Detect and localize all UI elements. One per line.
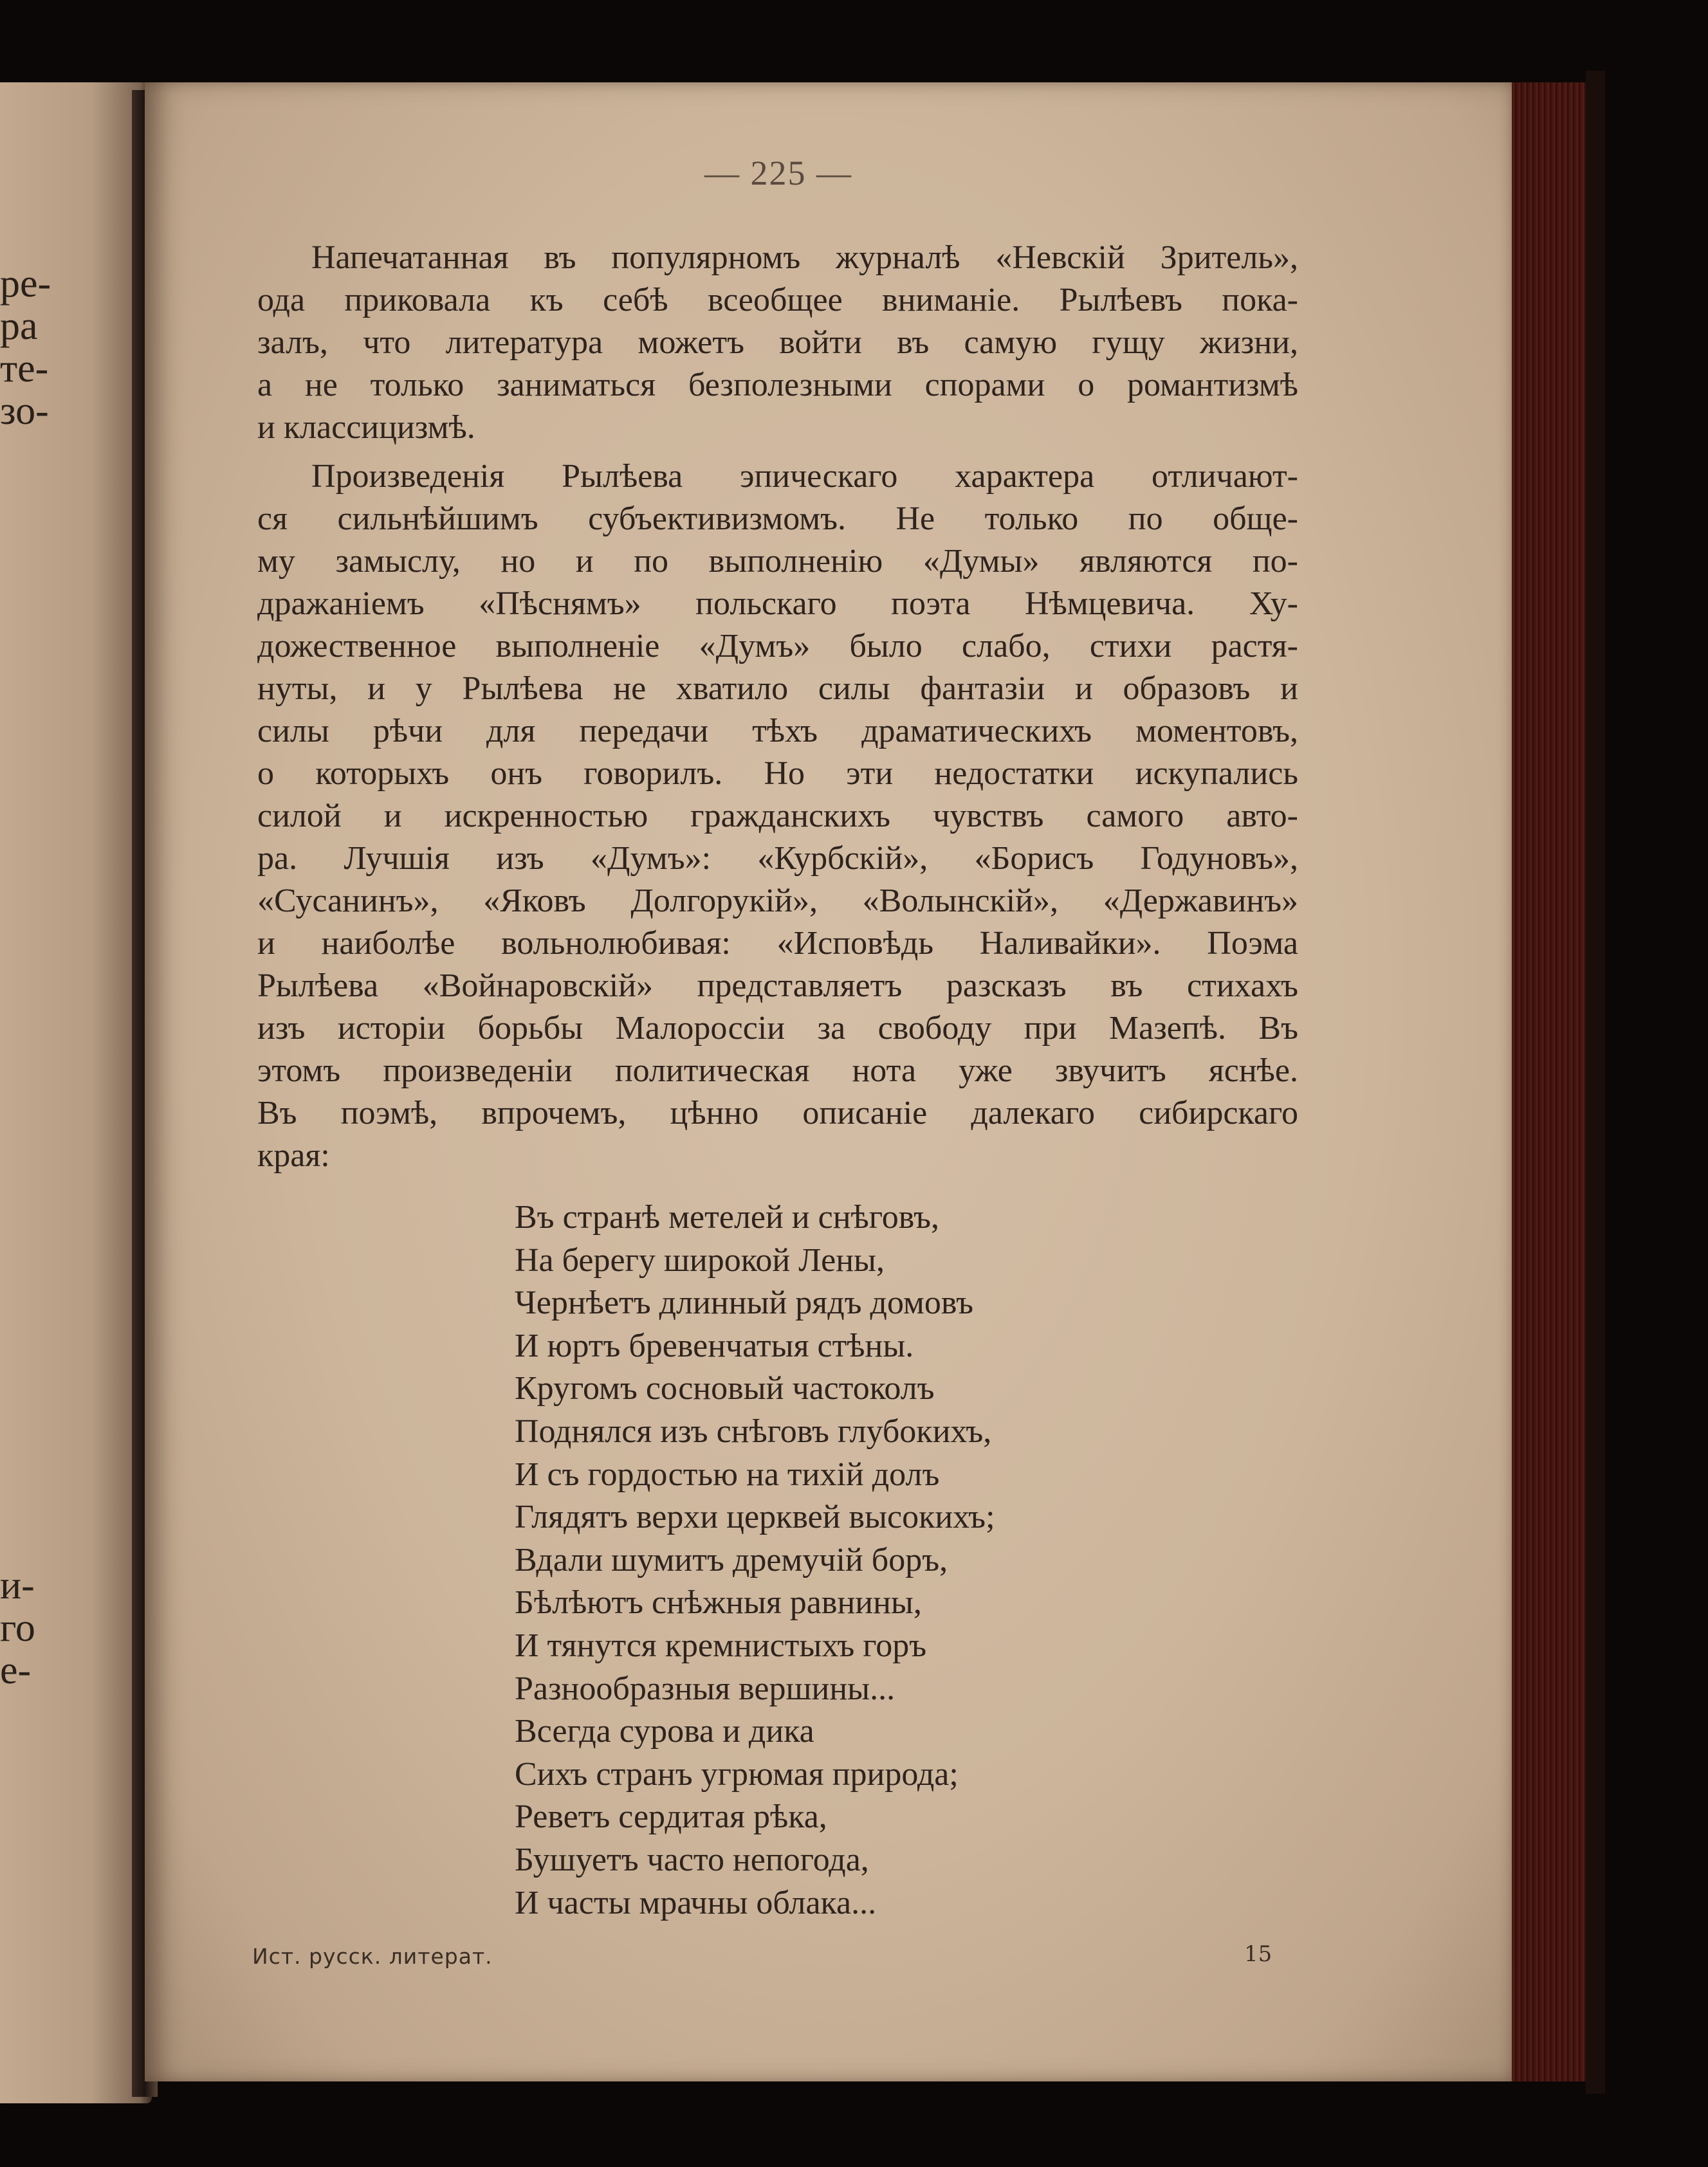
text-line: нуты, и у Рылѣева не хватило силы фантазіи и образовъ и [257,670,1298,707]
left-page-fragment: и- [0,1564,35,1607]
paragraph-1 [257,237,1298,449]
left-page [0,82,152,2103]
text-line: му замыслу, но и по выполненію «Думы» являются по- [257,543,1298,580]
poem-line: Чернѣетъ длинный рядъ домовъ [515,1285,974,1322]
poem-line: На берегу широкой Лены, [515,1241,885,1279]
footer-signature: Ист. русск. литерат. [252,1944,493,1969]
page-edges [1512,82,1586,2081]
poem-line: Сихъ странъ угрюмая природа; [515,1755,959,1793]
text-line: силой и искренностью гражданскихъ чувствъ самого авто- [257,798,1298,834]
left-page-fragment: е- [0,1649,32,1692]
poem-line: Въ странѣ метелей и снѣговъ, [515,1199,939,1236]
left-page-fragment: ра [0,304,38,348]
text-line: дожественное выполненіе «Думъ» было слабо, стихи растя- [257,628,1298,664]
text-line: Въ поэмѣ, впрочемъ, цѣнно описаніе далекаго сибирскаго [257,1095,1298,1131]
text-line: и наиболѣе вольнолюбивая: «Исповѣдь Наливайки». Поэма [257,925,1298,962]
text-line: Рылѣева «Войнаровскій» представляетъ разсказъ въ стихахъ [257,967,1298,1004]
text-line: «Сусанинъ», «Яковъ Долгорукій», «Волынскій», «Державинъ» [257,882,1298,919]
text-line: дражаніемъ «Пѣснямъ» польскаго поэта Нѣмцевича. Ху- [257,585,1298,622]
text-line: ся сильнѣйшимъ субъективизмомъ. Не только по обще- [257,500,1298,537]
text-line: о которыхъ онъ говорилъ. Но эти недостатки искупались [257,755,1298,792]
text-line: залъ, что литература можетъ войти въ самую гущу жизни, [257,324,1298,361]
text-line: Напечатанная въ популярномъ журналѣ «Невскій Зритель», [311,239,1298,276]
poem-line: Бѣлѣютъ снѣжныя равнины, [515,1584,922,1622]
poem-line: И часты мрачны облака... [515,1884,877,1921]
poem-quotation [515,1196,1222,1925]
text-line: ра. Лучшія изъ «Думъ»: «Курбскій», «Борисъ Годуновъ», [257,840,1298,877]
page-number-header: — 225 — [704,154,852,192]
left-page-fragment: зо- [0,389,49,433]
poem-line: И юртъ бревенчатыя стѣны. [515,1327,914,1364]
poem-line: Реветъ сердитая рѣка, [515,1798,827,1836]
text-line: а не только заниматься безполезными спорами о романтизмѣ [257,367,1298,403]
text-line: ода приковала къ себѣ всеобщее вниманіе. Рылѣевъ пока- [257,282,1298,318]
poem-line: Глядятъ верхи церквей высокихъ; [515,1499,995,1536]
poem-line: И тянутся кремнистыхъ горъ [515,1627,927,1664]
poem-line: Разнообразныя вершины... [515,1670,895,1707]
paragraph-2 [257,455,1298,1177]
book-cover-edge [1586,71,1605,2094]
poem-line: Вдали шумитъ дремучій боръ, [515,1541,948,1578]
body-text [257,237,1298,1184]
poem-line: Всегда сурова и дика [515,1713,814,1750]
text-line: края: [257,1137,330,1174]
left-page-fragment: ре- [0,262,51,306]
left-page-fragment: го [0,1606,35,1650]
poem-line: Поднялся изъ снѣговъ глубокихъ, [515,1413,992,1450]
text-line: этомъ произведеніи политическая нота уже звучитъ яснѣе. [257,1052,1298,1089]
text-line: и классицизмѣ. [257,409,475,446]
text-line: Произведенія Рылѣева эпическаго характера отличают- [311,458,1298,495]
poem-line: И съ гордостью на тихій долъ [515,1456,940,1493]
poem-line: Бушуетъ часто непогода, [515,1841,869,1878]
left-page-fragment: те- [0,347,49,390]
footer-sheet-number: 15 [1244,1941,1272,1967]
poem-line: Кругомъ сосновый частоколъ [515,1370,935,1407]
text-line: изъ исторіи борьбы Малороссіи за свободу при Мазепѣ. Въ [257,1010,1298,1047]
text-line: силы рѣчи для передачи тѣхъ драматическихъ моментовъ, [257,713,1298,749]
